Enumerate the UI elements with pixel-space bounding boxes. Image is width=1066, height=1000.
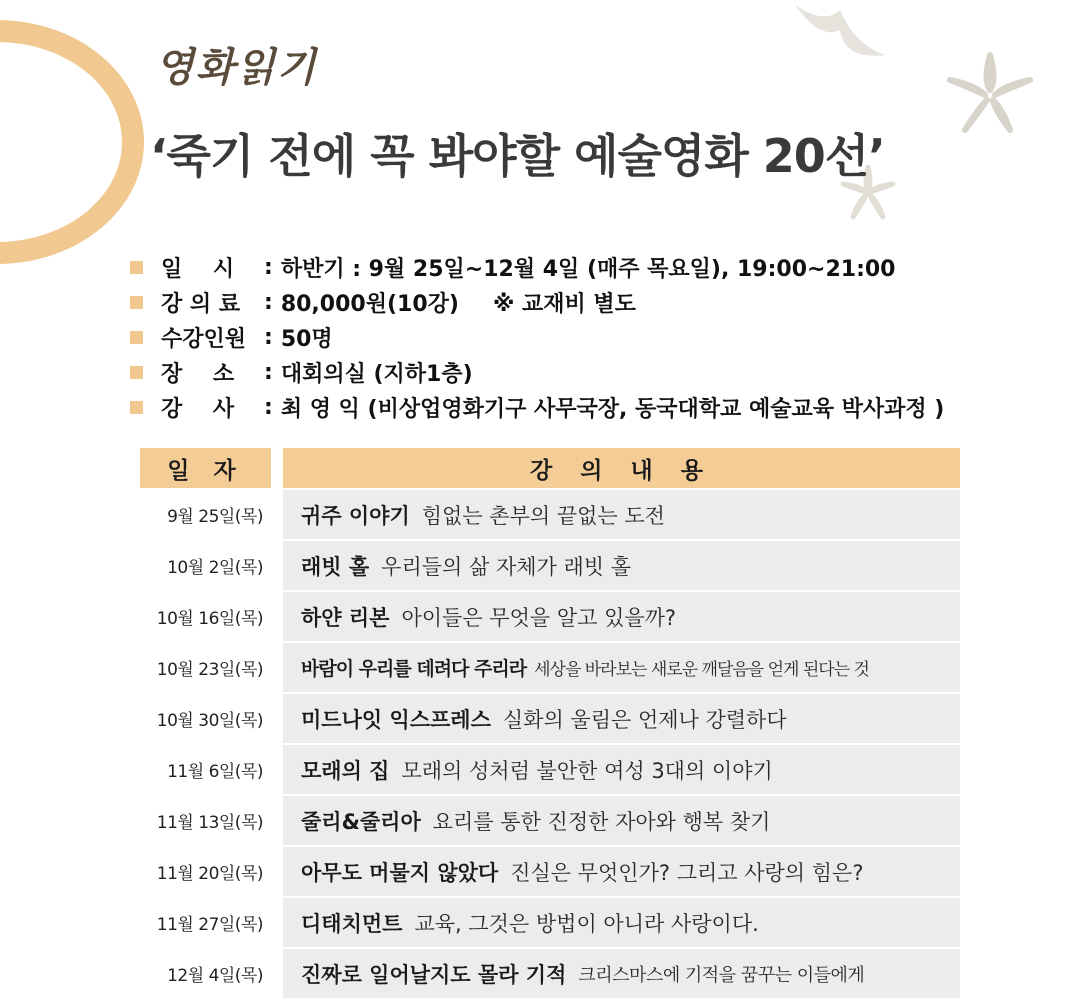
row-content: [283, 847, 960, 896]
film-title: 디태치먼트: [301, 911, 403, 936]
decorative-arc: [0, 20, 144, 264]
row-date: 11월 13일(목): [156, 813, 263, 833]
info-value: 50명: [280, 327, 333, 352]
table-row: [140, 898, 960, 947]
flower-icon: [945, 50, 1035, 135]
row-date: 9월 25일(목): [167, 507, 263, 527]
row-date: 10월 30일(목): [156, 711, 263, 731]
row-date: 10월 16일(목): [156, 609, 263, 629]
row-date: 12월 4일(목): [167, 966, 263, 986]
info-separator: :: [264, 255, 273, 280]
table-row: [140, 847, 960, 896]
info-row-datetime: [130, 250, 1030, 285]
bullet-icon: [130, 401, 143, 414]
info-value: 대회의실 (지하1층): [280, 362, 473, 387]
film-title: 모래의 집: [301, 758, 390, 783]
info-separator: :: [264, 325, 273, 350]
row-date: 11월 6일(목): [167, 762, 263, 782]
row-date: 10월 2일(목): [167, 558, 263, 578]
film-description: 크리스마스에 기적을 꿈꾸는 이들에게: [578, 964, 865, 986]
film-title: 진짜로 일어날지도 몰라 기적: [301, 962, 567, 987]
header-content: 강 의 내 용: [283, 448, 960, 488]
schedule-table: [140, 448, 960, 1000]
info-row-capacity: [130, 320, 1030, 355]
film-description: 진실은 무엇인가? 그리고 사랑의 힘은?: [510, 860, 864, 885]
bullet-icon: [130, 261, 143, 274]
script-title: 영화읽기: [155, 44, 318, 91]
info-label: 장 소: [161, 362, 235, 387]
film-title: 아무도 머물지 않았다: [301, 860, 499, 885]
table-row: [140, 592, 960, 641]
info-list: [130, 250, 1030, 425]
info-separator: :: [264, 360, 273, 385]
film-description: 아이들은 무엇을 알고 있을까?: [401, 605, 677, 630]
flower-icon: [785, 0, 895, 70]
row-date: 10월 23일(목): [156, 660, 263, 680]
table-row: [140, 796, 960, 845]
info-separator: :: [264, 395, 273, 420]
bullet-icon: [130, 366, 143, 379]
film-description: 교육, 그것은 방법이 아니라 사랑이다.: [414, 911, 759, 936]
film-description: 힘없는 촌부의 끝없는 도전: [421, 503, 665, 528]
row-content: [283, 898, 960, 947]
info-value: 하반기 : 9월 25일~12월 4일 (매주 목요일), 19:00~21:00: [280, 257, 896, 282]
film-title: 하얀 리본: [301, 605, 390, 630]
film-title: 바람이 우리를 데려다 주리라: [301, 658, 527, 680]
table-row: [140, 541, 960, 590]
info-label: 일 시: [161, 257, 235, 282]
film-description: 모래의 성처럼 불안한 여성 3대의 이야기: [401, 758, 773, 783]
bullet-icon: [130, 296, 143, 309]
film-description: 세상을 바라보는 새로운 깨달음을 얻게 된다는 것: [534, 660, 869, 680]
row-content: [283, 745, 960, 794]
table-row: [140, 745, 960, 794]
row-content: [283, 541, 960, 590]
info-value: 최 영 익 (비상업영화기구 사무국장, 동국대학교 예술교육 박사과정 ): [280, 397, 945, 422]
film-title: 미드나잇 익스프레스: [301, 707, 491, 732]
row-date: 11월 20일(목): [156, 864, 263, 884]
film-description: 우리들의 삶 자체가 래빗 홀: [381, 554, 632, 579]
row-content: [283, 694, 960, 743]
row-content: [283, 949, 960, 998]
table-row: [140, 490, 960, 539]
info-note: ※ 교재비 별도: [492, 292, 636, 317]
row-content: [283, 592, 960, 641]
page-title: ‘죽기 전에 꼭 봐야할 예술영화 20선’: [150, 129, 885, 183]
info-label: 강 의 료: [161, 292, 241, 317]
info-value: 80,000원(10강): [280, 292, 459, 317]
bullet-icon: [130, 331, 143, 344]
table-row: [140, 949, 960, 998]
info-label: 강 사: [161, 397, 235, 422]
film-title: 줄리&줄리아: [301, 809, 421, 834]
film-title: 래빗 홀: [301, 554, 370, 579]
info-row-fee: [130, 285, 1030, 320]
row-content: [283, 490, 960, 539]
info-separator: :: [264, 290, 273, 315]
film-description: 실화의 울림은 언제나 강렬하다: [502, 707, 787, 732]
table-header: [140, 448, 960, 488]
info-label: 수강인원: [161, 327, 247, 352]
film-description: 요리를 통한 진정한 자아와 행복 찾기: [432, 809, 771, 834]
table-row: [140, 643, 960, 692]
table-row: [140, 694, 960, 743]
row-content: [283, 643, 960, 692]
header-date: 일 자: [140, 448, 271, 488]
info-row-location: [130, 355, 1030, 390]
row-date: 11월 27일(목): [156, 915, 263, 935]
info-row-instructor: [130, 390, 1030, 425]
film-title: 귀주 이야기: [301, 503, 410, 528]
row-content: [283, 796, 960, 845]
